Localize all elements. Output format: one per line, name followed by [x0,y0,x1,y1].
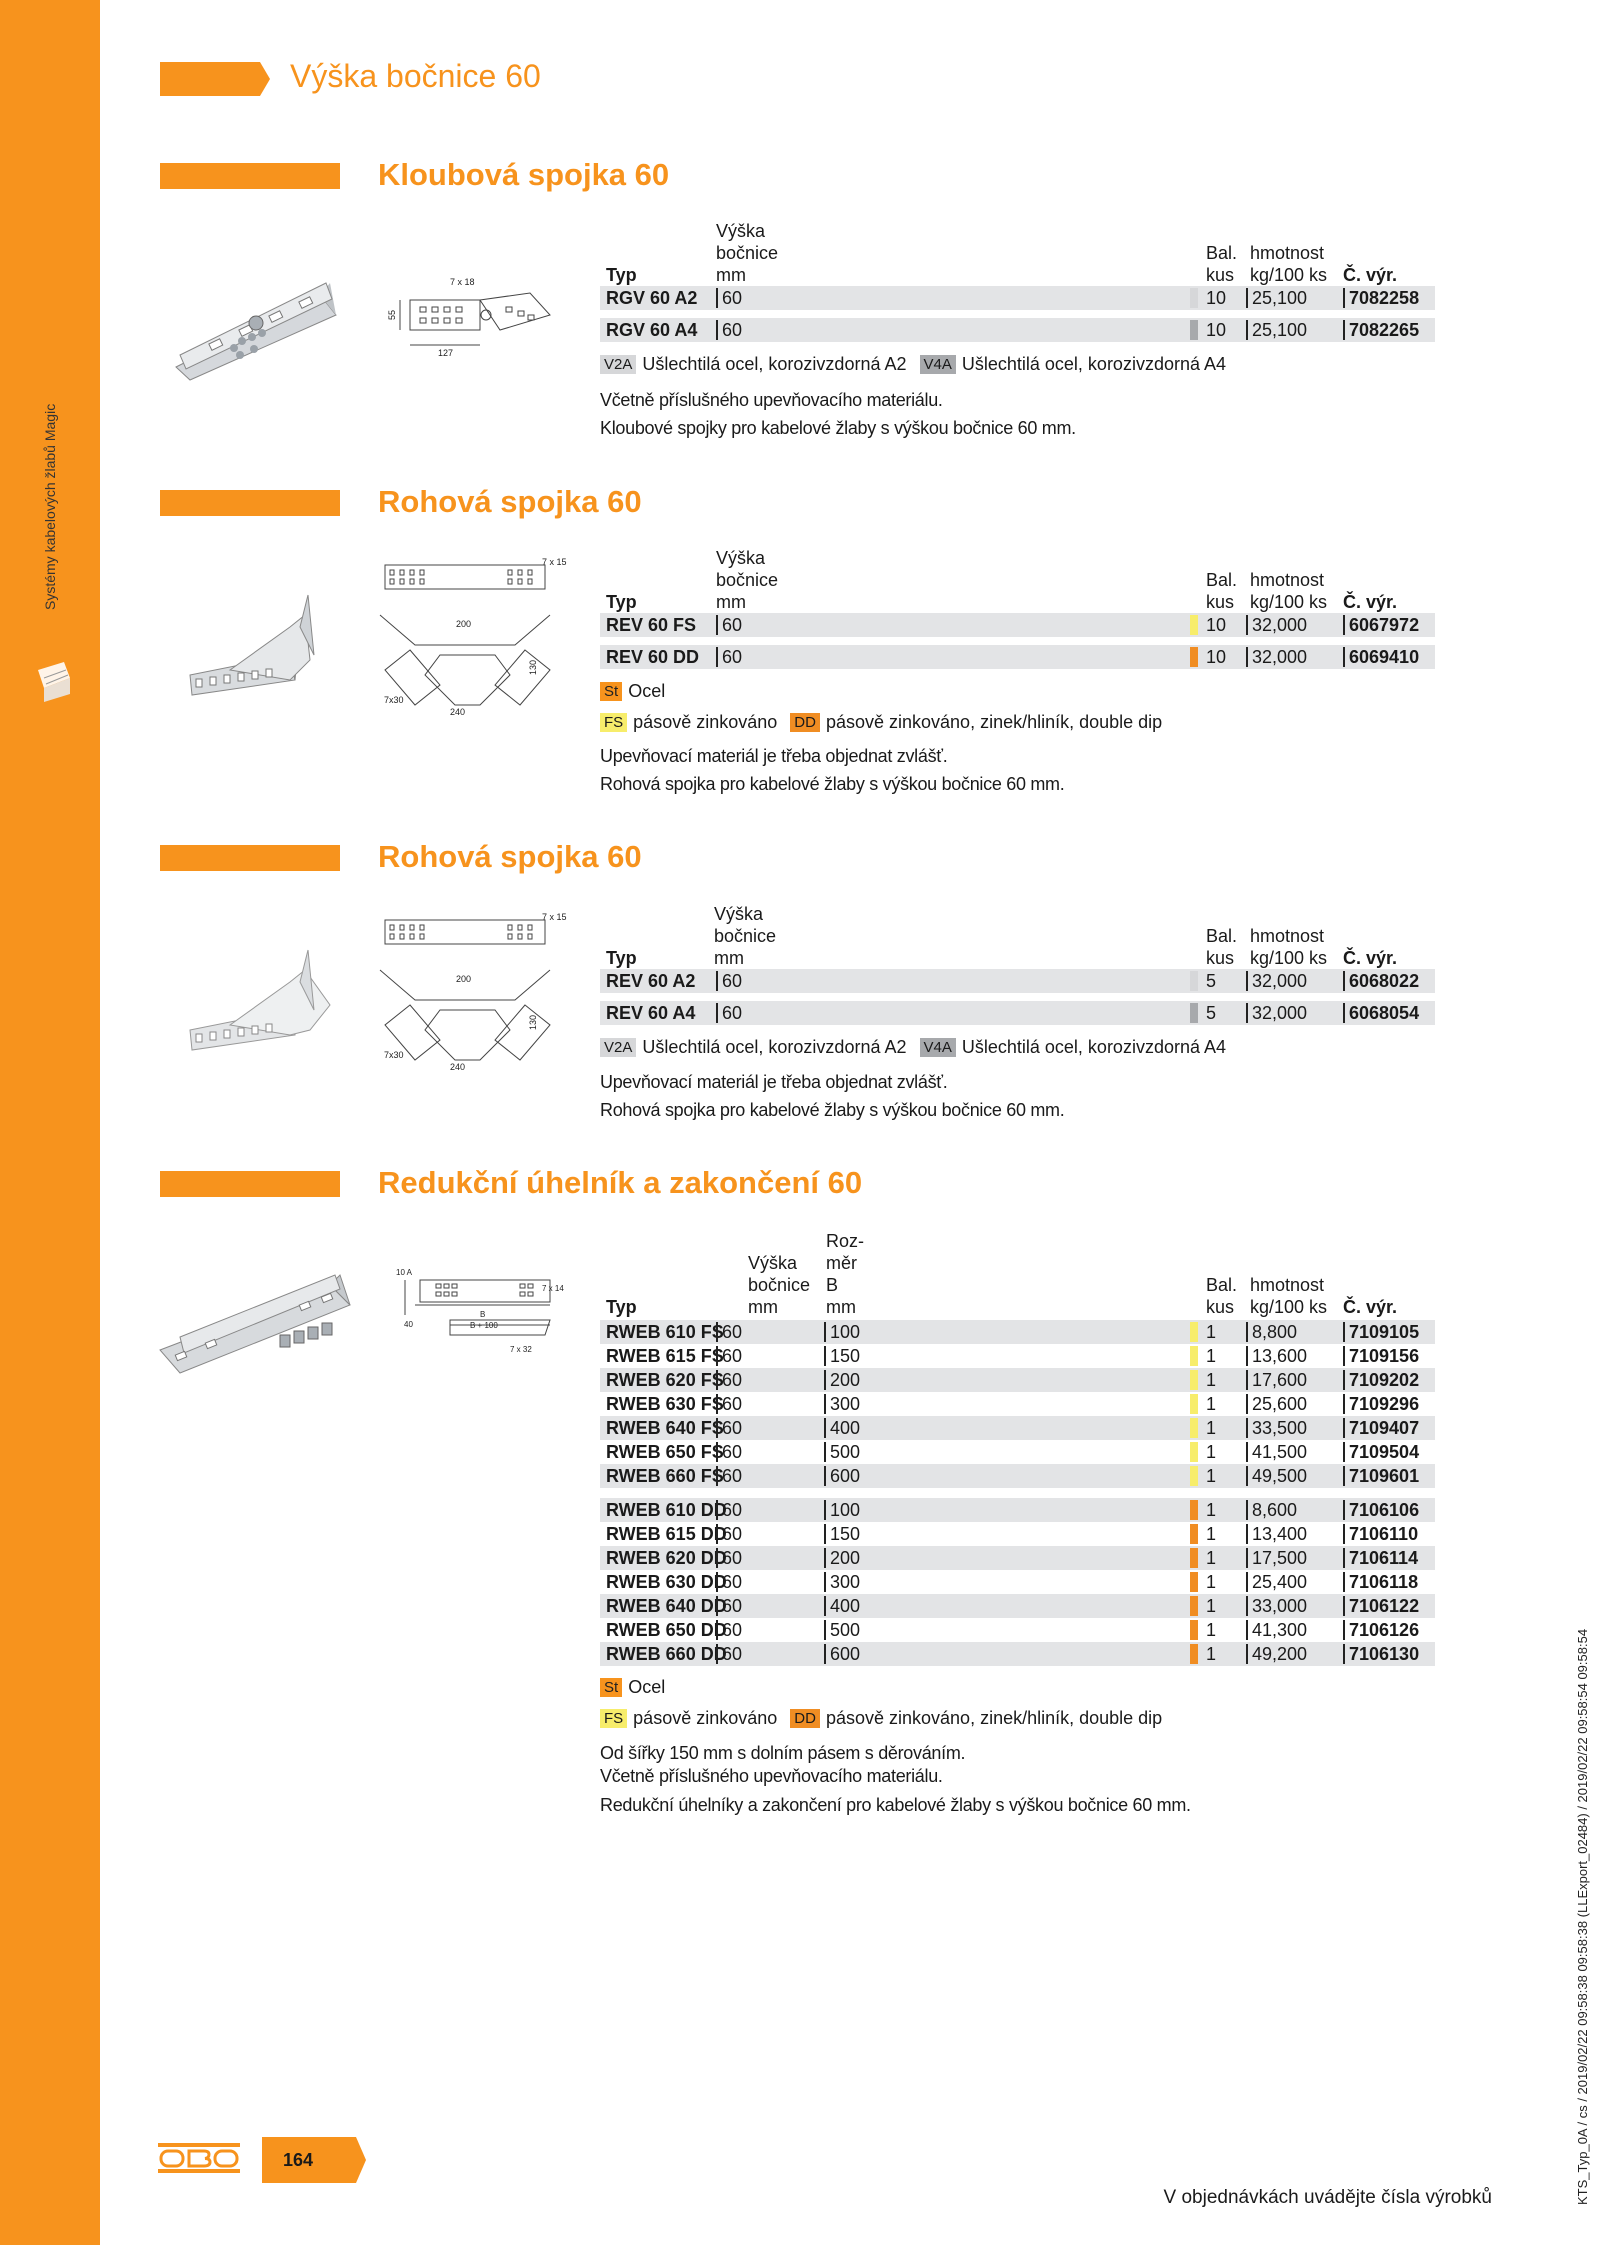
table-row [600,1642,1435,1666]
table-header [600,1230,1435,1318]
dim-label: 10 A [396,1268,413,1277]
size-cell: 100 [824,1500,860,1520]
type-cell: REV 60 A4 [606,1003,696,1023]
size-cell: 200 [824,1548,860,1568]
size-cell: 600 [824,1644,860,1664]
weight-cell: 41,300 [1246,1620,1307,1640]
col-header: Bal. [1206,243,1238,263]
type-cell: RWEB 630 DD [606,1572,727,1592]
article-cell: 7109105 [1343,1322,1419,1342]
dim-label: 200 [456,974,472,984]
col-header: mm [826,1297,856,1317]
col-header: Bal. [1206,1275,1238,1295]
col-header: bočnice [714,926,777,946]
article-cell: 7106106 [1343,1500,1419,1520]
size-cell: 600 [824,1466,860,1486]
table-row [600,1416,1435,1440]
weight-cell: 8,800 [1246,1322,1297,1342]
material-legend [600,354,1226,375]
height-cell: 60 [716,971,742,991]
type-cell: RWEB 615 DD [606,1524,727,1544]
qty-cell: 10 [1206,615,1227,635]
article-cell: 6068022 [1343,971,1419,991]
col-header: hmotnost [1250,570,1325,590]
type-cell: RGV 60 A2 [606,288,698,308]
qty-cell: 1 [1206,1466,1217,1486]
col-header: Výška [716,548,766,568]
weight-cell: 32,000 [1246,647,1307,667]
legend-text: pásově zinkováno [633,712,778,732]
col-header-art: Č. výr. [1343,592,1398,612]
dim-label: B [480,1310,486,1319]
col-header: kus [1206,592,1235,612]
coating-mark [1190,1466,1198,1486]
table-row [600,1392,1435,1416]
legend-text: Ocel [628,681,666,701]
product-table [600,547,1435,669]
height-cell: 60 [716,1596,742,1616]
height-cell: 60 [716,1370,742,1390]
col-header: kg/100 ks [1250,592,1328,612]
v4a-badge: V4A [920,355,956,374]
article-cell: 7106126 [1343,1620,1419,1640]
weight-cell: 49,200 [1246,1644,1307,1664]
weight-cell: 17,500 [1246,1548,1307,1568]
col-header-art: Č. výr. [1343,1297,1398,1317]
coating-mark [1190,647,1198,667]
type-cell: RWEB 610 FS [606,1322,724,1342]
type-cell: RWEB 650 FS [606,1442,724,1462]
table-row [600,1440,1435,1464]
corner-coupler-drawing [180,555,580,730]
height-cell: 60 [716,615,742,635]
coating-mark [1190,1394,1198,1414]
weight-cell: 32,000 [1246,971,1307,991]
dim-label: 127 [438,348,454,358]
legend-text: pásově zinkováno, zinek/hliník, double dip [825,1708,1163,1728]
weight-cell: 41,500 [1246,1442,1307,1462]
qty-cell: 1 [1206,1620,1217,1640]
size-cell: 200 [824,1370,860,1390]
v2a-badge: V2A [600,355,636,374]
type-cell: RGV 60 A4 [606,320,698,340]
coating-mark [1190,1442,1198,1462]
table-header [600,220,1435,286]
legend-text: Ocel [628,1677,666,1697]
product-table [600,903,1435,1025]
weight-cell: 32,000 [1246,615,1307,635]
qty-cell: 1 [1206,1370,1217,1390]
reducer-drawing [150,1255,580,1405]
dim-label: 7x30 [384,695,404,705]
dim-label: 240 [450,1062,466,1072]
qty-cell: 1 [1206,1322,1217,1342]
product-table [600,220,1435,342]
obo-logo [158,2143,240,2173]
table-row [600,1618,1435,1642]
coating-mark [1190,1500,1198,1520]
qty-cell: 10 [1206,320,1227,340]
qty-cell: 1 [1206,1644,1217,1664]
table-row [600,1594,1435,1618]
table-row [600,1320,1435,1344]
table-row [600,969,1435,993]
col-header: kus [1206,1297,1235,1317]
footer-text: V objednávkách uvádějte čísla výrobků [1163,2187,1492,2208]
dd-badge: DD [790,1709,820,1728]
header-tag-shape [160,62,270,96]
col-header-type: Typ [606,1297,637,1317]
article-cell: 7109296 [1343,1394,1419,1414]
col-header: Roz- [826,1231,865,1251]
type-cell: RWEB 630 FS [606,1394,724,1414]
weight-cell: 13,600 [1246,1346,1307,1366]
dim-label: 7 x 15 [542,912,567,922]
coating-mark [1190,615,1198,635]
weight-cell: 25,100 [1246,320,1307,340]
qty-cell: 1 [1206,1500,1217,1520]
coating-mark [1190,1548,1198,1568]
page-title: Výška bočnice 60 [290,58,541,94]
height-cell: 60 [716,1572,742,1592]
legend-text: Ušlechtilá ocel, korozivzdorná A2 [642,354,907,374]
size-cell: 100 [824,1322,860,1342]
col-header: Výška [748,1253,798,1273]
article-cell: 6067972 [1343,615,1419,635]
page-number: 164 [283,2150,314,2170]
col-header-type: Typ [606,592,637,612]
height-cell: 60 [716,288,742,308]
type-cell: RWEB 615 FS [606,1346,724,1366]
dim-label: 7 x 15 [542,557,567,567]
legend-text: Ušlechtilá ocel, korozivzdorná A4 [961,1037,1227,1057]
type-cell: REV 60 A2 [606,971,696,991]
qty-cell: 1 [1206,1418,1217,1438]
table-row [600,1498,1435,1522]
weight-cell: 13,400 [1246,1524,1307,1544]
table-row [600,318,1435,342]
table-row [600,1464,1435,1488]
height-cell: 60 [716,1346,742,1366]
weight-cell: 32,000 [1246,1003,1307,1023]
legend-text: Ušlechtilá ocel, korozivzdorná A2 [642,1037,907,1057]
type-cell: RWEB 640 FS [606,1418,724,1438]
qty-cell: 1 [1206,1524,1217,1544]
col-header: mm [748,1297,778,1317]
article-cell: 7082265 [1343,320,1419,340]
weight-cell: 33,000 [1246,1596,1307,1616]
weight-cell: 8,600 [1246,1500,1297,1520]
dim-label: 7x30 [384,1050,404,1060]
col-header: hmotnost [1250,243,1325,263]
col-header-art: Č. výr. [1343,948,1398,968]
col-header: kus [1206,265,1235,285]
table-row [600,1546,1435,1570]
col-header: mm [716,265,746,285]
height-cell: 60 [716,1500,742,1520]
col-header: kus [1206,948,1235,968]
material-mark [1190,320,1198,340]
material-legend [600,1677,665,1698]
article-cell: 7106130 [1343,1644,1419,1664]
material-mark [1190,1003,1198,1023]
note-text: Kloubové spojky pro kabelové žlaby s výškou bočnice 60 mm. [600,418,1076,438]
height-cell: 60 [716,1524,742,1544]
material-mark [1190,971,1198,991]
type-cell: RWEB 660 FS [606,1466,724,1486]
col-header-art: Č. výr. [1343,265,1398,285]
qty-cell: 5 [1206,1003,1217,1023]
dim-label: 40 [404,1320,413,1329]
qty-cell: 5 [1206,971,1217,991]
height-cell: 60 [716,1394,742,1414]
article-cell: 7106122 [1343,1596,1419,1616]
article-cell: 7109504 [1343,1442,1419,1462]
section-title: Kloubová spojka 60 [378,157,670,192]
col-header: Bal. [1206,570,1238,590]
type-cell: REV 60 DD [606,647,700,667]
type-cell: RWEB 660 DD [606,1644,727,1664]
table-row [600,1522,1435,1546]
note-text: Rohová spojka pro kabelové žlaby s výškou bočnice 60 mm. [600,774,1065,794]
height-cell: 60 [716,1466,742,1486]
section-title: Rohová spojka 60 [378,484,642,519]
weight-cell: 25,600 [1246,1394,1307,1414]
fs-badge: FS [600,1709,627,1728]
page-number-tag [262,2137,366,2183]
article-cell: 7109407 [1343,1418,1419,1438]
qty-cell: 10 [1206,288,1227,308]
product-table [600,1230,1435,1666]
col-header: mm [714,948,744,968]
table-row [600,1368,1435,1392]
coating-mark [1190,1620,1198,1640]
coating-mark [1190,1418,1198,1438]
col-header: B [826,1275,839,1295]
fs-badge: FS [600,713,627,732]
weight-cell: 25,100 [1246,288,1307,308]
coating-mark [1190,1322,1198,1342]
article-cell: 6068054 [1343,1003,1419,1023]
col-header: Bal. [1206,926,1238,946]
note-text: Upevňovací materiál je třeba objednat zvlášť. [600,1072,948,1092]
size-cell: 500 [824,1620,860,1640]
table-header [600,903,1435,969]
legend-text: pásově zinkováno [633,1708,778,1728]
coating-mark [1190,1524,1198,1544]
size-cell: 500 [824,1442,860,1462]
col-header: Výška [714,904,764,924]
article-cell: 7106110 [1343,1524,1418,1544]
coating-legend [600,1708,1162,1729]
qty-cell: 10 [1206,647,1227,667]
note-text: Redukční úhelníky a zakončení pro kabelové žlaby s výškou bočnice 60 mm. [600,1795,1191,1815]
col-header: kg/100 ks [1250,948,1328,968]
article-cell: 7109156 [1343,1346,1419,1366]
type-cell: RWEB 620 DD [606,1548,727,1568]
dim-label: 130 [528,659,538,675]
col-header: Výška [716,221,766,241]
article-cell: 6069410 [1343,647,1419,667]
height-cell: 60 [716,1644,742,1664]
height-cell: 60 [716,1620,742,1640]
cable-tray-icon [34,660,74,704]
height-cell: 60 [716,1003,742,1023]
table-row [600,1570,1435,1594]
note-text: Upevňovací materiál je třeba objednat zvlášť. [600,746,948,766]
note-text: Včetně příslušného upevňovacího materiálu. [600,1766,943,1786]
section-title: Rohová spojka 60 [378,839,642,874]
coating-mark [1190,1572,1198,1592]
size-cell: 400 [824,1596,860,1616]
type-cell: REV 60 FS [606,615,697,635]
material-mark [1190,288,1198,308]
col-header: hmotnost [1250,1275,1325,1295]
height-cell: 60 [716,647,742,667]
qty-cell: 1 [1206,1442,1217,1462]
col-header-type: Typ [606,948,637,968]
col-header: hmotnost [1250,926,1325,946]
col-header: bočnice [748,1275,811,1295]
dim-label: 200 [456,619,472,629]
st-badge: St [600,682,622,701]
table-header [600,547,1435,613]
size-cell: 300 [824,1572,860,1592]
coating-legend [600,712,1162,733]
type-cell: RWEB 620 FS [606,1370,724,1390]
table-row [600,613,1435,637]
material-legend [600,681,665,702]
qty-cell: 1 [1206,1548,1217,1568]
dim-label: 130 [528,1014,538,1030]
height-cell: 60 [716,320,742,340]
size-cell: 300 [824,1394,860,1414]
table-row [600,645,1435,669]
table-body-fs [600,1320,1435,1488]
size-cell: 150 [824,1524,860,1544]
dim-label: 7 x 14 [542,1284,564,1293]
qty-cell: 1 [1206,1394,1217,1414]
orange-sidebar [0,0,100,2245]
weight-cell: 25,400 [1246,1572,1307,1592]
dim-label: 7 x 18 [450,277,475,287]
height-cell: 60 [716,1548,742,1568]
note-text: Včetně příslušného upevňovacího materiálu. [600,390,943,410]
height-cell: 60 [716,1322,742,1342]
v4a-badge: V4A [920,1038,956,1057]
legend-text: pásově zinkováno, zinek/hliník, double dip [825,712,1163,732]
sidebar-category-text: Systémy kabelových žlabů Magic [42,403,58,610]
size-cell: 400 [824,1418,860,1438]
table-body-dd [600,1498,1435,1666]
section-bar [160,845,340,871]
note-text: Rohová spojka pro kabelové žlaby s výškou bočnice 60 mm. [600,1100,1065,1120]
v2a-badge: V2A [600,1038,636,1057]
col-header: kg/100 ks [1250,1297,1328,1317]
dim-label: B + 100 [470,1321,498,1330]
dim-label: 55 [387,309,397,320]
material-legend [600,1037,1226,1058]
article-cell: 7106118 [1343,1572,1418,1592]
article-cell: 7109202 [1343,1370,1419,1390]
article-cell: 7082258 [1343,288,1419,308]
col-header: mm [716,592,746,612]
article-cell: 7109601 [1343,1466,1419,1486]
height-cell: 60 [716,1442,742,1462]
qty-cell: 1 [1206,1596,1217,1616]
corner-coupler-drawing [180,910,580,1085]
col-header: měr [826,1253,857,1273]
export-metadata: KTS_Typ_0A / cs / 2019/02/22 09:58:38 09:58:38 (LLExport_02484) / 2019/02/22 09:58:54 09:58:54 [1575,1628,1590,2205]
section-bar [160,490,340,516]
section-bar [160,163,340,189]
table-row [600,1344,1435,1368]
article-cell: 7106114 [1343,1548,1418,1568]
articulated-coupler-drawing [170,255,570,385]
dd-badge: DD [790,713,820,732]
type-cell: RWEB 610 DD [606,1500,727,1520]
col-header-type: Typ [606,265,637,285]
section-bar [160,1171,340,1197]
table-row [600,286,1435,310]
st-badge: St [600,1678,622,1697]
col-header: bočnice [716,243,779,263]
type-cell: RWEB 640 DD [606,1596,727,1616]
size-cell: 150 [824,1346,860,1366]
legend-text: Ušlechtilá ocel, korozivzdorná A4 [961,354,1227,374]
qty-cell: 1 [1206,1346,1217,1366]
col-header: kg/100 ks [1250,265,1328,285]
table-row [600,1001,1435,1025]
coating-mark [1190,1596,1198,1616]
coating-mark [1190,1370,1198,1390]
note-text: Od šířky 150 mm s dolním pásem s děrováním. [600,1743,966,1763]
weight-cell: 33,500 [1246,1418,1307,1438]
coating-mark [1190,1346,1198,1366]
coating-mark [1190,1644,1198,1664]
col-header: bočnice [716,570,779,590]
weight-cell: 17,600 [1246,1370,1307,1390]
dim-label: 7 x 32 [510,1345,532,1354]
height-cell: 60 [716,1418,742,1438]
dim-label: 240 [450,707,466,717]
qty-cell: 1 [1206,1572,1217,1592]
weight-cell: 49,500 [1246,1466,1307,1486]
section-title: Redukční úhelník a zakončení 60 [378,1165,863,1200]
type-cell: RWEB 650 DD [606,1620,727,1640]
